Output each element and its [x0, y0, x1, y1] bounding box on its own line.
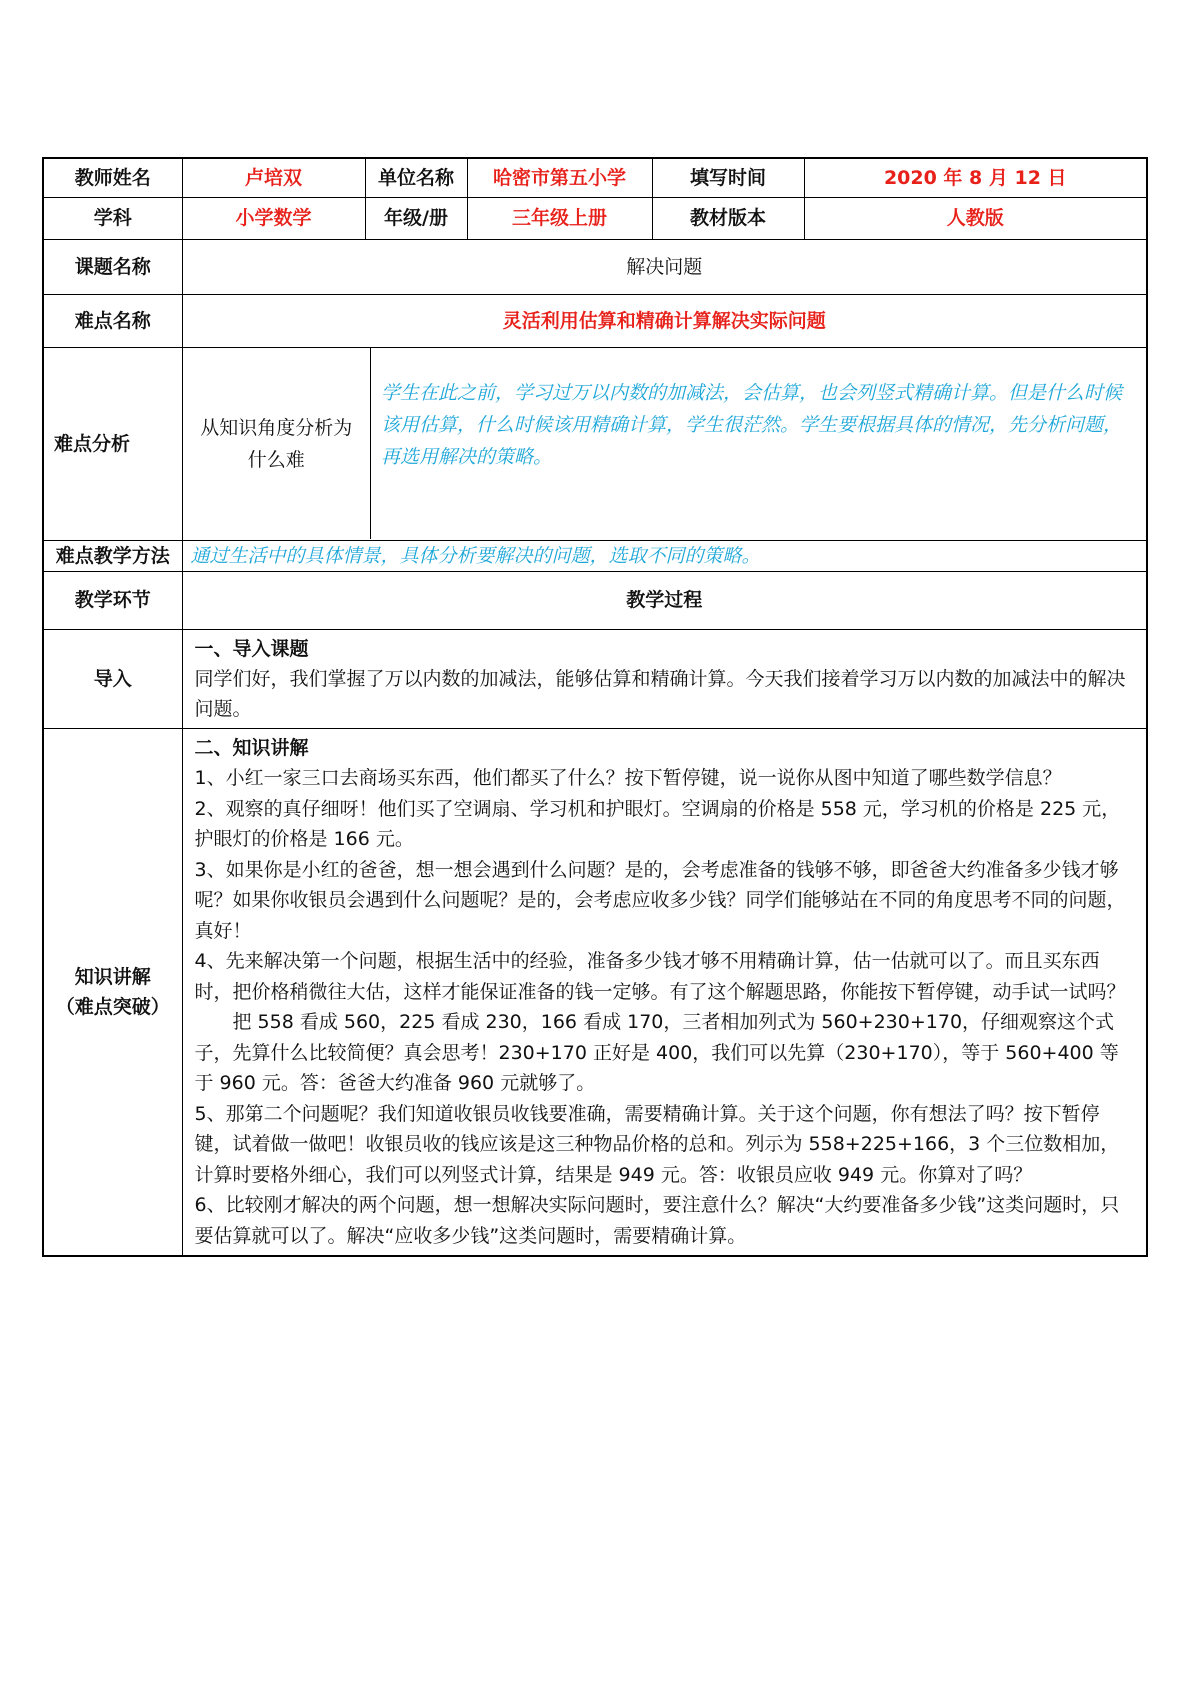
date-value: 2020 年 8 月 12 日 — [804, 158, 1147, 197]
knowledge-title: 二、知识讲解 — [194, 736, 309, 759]
grade-value: 三年级上册 — [467, 197, 652, 239]
teacher-label: 教师姓名 — [43, 158, 182, 197]
difficulty-row — [43, 294, 1147, 347]
knowledge-paragraph-6: 5、那第二个问题呢？我们知道收银员收钱要准确，需要精确计算。关于这个问题，你有想法了吗？按下暂停键，试着做一做吧！收银员收的钱应该是这三种物品价格的总和。列示为 558+225+166，3 个三位数相加，计算时要格外细心，我们可以列竖式计算，结果是 949 元。答：收银员应收 949 元。你算对了吗？ — [194, 1102, 1120, 1186]
unit-label: 单位名称 — [365, 158, 467, 197]
analysis-inner — [183, 348, 1147, 539]
knowledge-paragraph-5: 把 558 看成 560，225 看成 230，166 看成 170，三者相加列式为 560+230+170，仔细观察这个式子，先算什么比较简便？真会思考！230+170 正好是 400，我们可以先算（230+170），等于 560+400 等于 960 元。答：爸爸大约准备 960 元就够了。 — [194, 1011, 1119, 1094]
header-row-1 — [43, 158, 1147, 197]
knowledge-paragraph-1: 1、小红一家三口去商场买东西，他们都买了什么？按下暂停键，说一说你从图中知道了哪些数学信息？ — [194, 767, 1062, 789]
knowledge-paragraph-2: 2、观察的真仔细呀！他们买了空调扇、学习机和护眼灯。空调扇的价格是 558 元，学习机的价格是 225 元，护眼灯的价格是 166 元。 — [194, 797, 1121, 850]
method-label: 难点教学方法 — [43, 540, 182, 571]
knowledge-content — [182, 728, 1147, 1256]
edition-value: 人教版 — [804, 197, 1147, 239]
knowledge-label-line2: （难点突破） — [55, 995, 170, 1018]
knowledge-label — [43, 728, 182, 1256]
process-stage-label: 教学环节 — [43, 571, 182, 629]
date-label: 填写时间 — [652, 158, 804, 197]
difficulty-value: 灵活利用估算和精确计算解决实际问题 — [182, 294, 1147, 347]
intro-row — [43, 629, 1147, 728]
knowledge-row — [43, 728, 1147, 1256]
knowledge-label-line1: 知识讲解 — [74, 965, 151, 988]
analysis-content — [182, 347, 1147, 540]
process-header-row — [43, 571, 1147, 629]
grade-label: 年级/册 — [365, 197, 467, 239]
topic-value: 解决问题 — [182, 239, 1147, 294]
edition-label: 教材版本 — [652, 197, 804, 239]
analysis-text: 学生在此之前，学习过万以内数的加减法，会估算，也会列竖式精确计算。但是什么时候该用估算，什么时候该用精确计算，学生很茫然。学生要根据具体的情况，先分析问题，再选用解决的策略。 — [381, 381, 1123, 468]
teacher-value: 卢培双 — [182, 158, 365, 197]
subject-label: 学科 — [43, 197, 182, 239]
knowledge-paragraph-7: 6、比较刚才解决的两个问题，想一想解决实际问题时，要注意什么？解决“大约要准备多少钱”这类问题时，只要估算就可以了。解决“应收多少钱”这类问题时，需要精确计算。 — [194, 1194, 1120, 1247]
knowledge-paragraph-3: 3、如果你是小红的爸爸，想一想会遇到什么问题？是的，会考虑准备的钱够不够，即爸爸大约准备多少钱才够呢？如果你收银员会遇到什么问题呢？是的，会考虑应收多少钱？同学们能够站在不同的角度思考不同的问题，真好！ — [194, 858, 1126, 942]
lesson-plan-sheet — [42, 157, 1146, 1257]
unit-value: 哈密市第五小学 — [467, 158, 652, 197]
intro-text: 同学们好，我们掌握了万以内数的加减法，能够估算和精确计算。今天我们接着学习万以内数的加减法中的解决问题。 — [194, 667, 1126, 720]
analysis-row — [43, 347, 1147, 540]
topic-label: 课题名称 — [43, 239, 182, 294]
topic-row — [43, 239, 1147, 294]
intro-title: 一、导入课题 — [194, 637, 309, 660]
method-row — [43, 540, 1147, 571]
header-row-2 — [43, 197, 1147, 239]
method-text: 通过生活中的具体情景，具体分析要解决的问题，选取不同的策略。 — [182, 540, 1147, 571]
lesson-plan-table — [42, 157, 1148, 1257]
process-title: 教学过程 — [182, 571, 1147, 629]
intro-content — [182, 629, 1147, 728]
subject-value: 小学数学 — [182, 197, 365, 239]
analysis-label: 难点分析 — [43, 347, 182, 540]
analysis-sub-label: 从知识角度分析为什么难 — [183, 348, 371, 539]
intro-label: 导入 — [43, 629, 182, 728]
difficulty-label: 难点名称 — [43, 294, 182, 347]
knowledge-paragraph-4: 4、先来解决第一个问题，根据生活中的经验，准备多少钱才够不用精确计算，估一估就可以了。而且买东西时，把价格稍微往大估，这样才能保证准备的钱一定够。有了这个解题思路，你能按下暂停键，动手试一试吗？ — [194, 950, 1126, 1003]
